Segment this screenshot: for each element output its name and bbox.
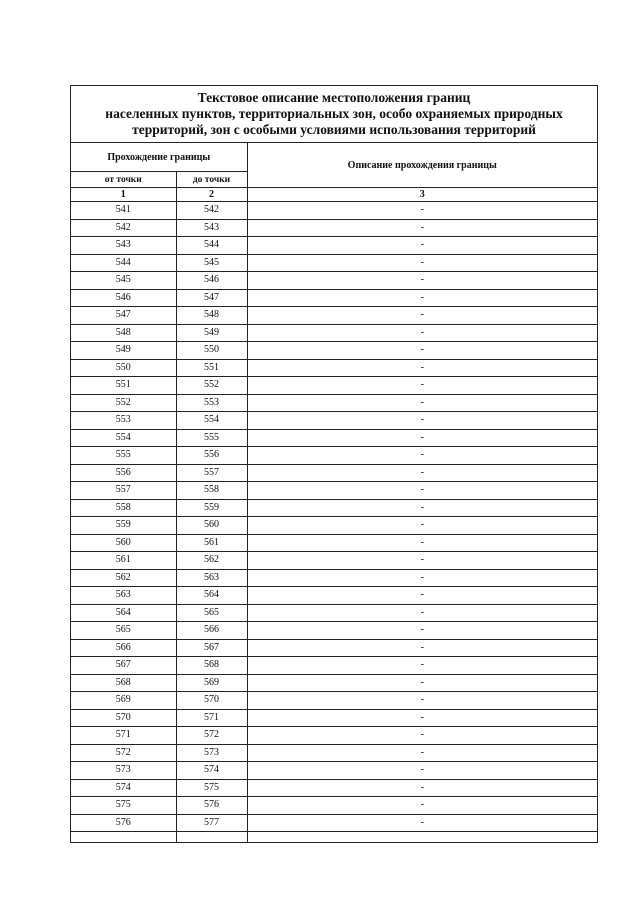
header-boundary-description: Описание прохождения границы xyxy=(247,143,597,188)
table-row xyxy=(71,517,597,535)
cell-description: - xyxy=(247,727,597,745)
cell-to-point: 547 xyxy=(176,289,247,307)
cell-from-point: 544 xyxy=(71,254,176,272)
cell-description: - xyxy=(247,517,597,535)
cell-description: - xyxy=(247,622,597,640)
cell-empty xyxy=(176,832,247,843)
cell-from-point: 553 xyxy=(71,412,176,430)
table-row xyxy=(71,202,597,220)
cell-to-point: 564 xyxy=(176,587,247,605)
cell-description: - xyxy=(247,429,597,447)
cell-from-point: 576 xyxy=(71,814,176,832)
cell-from-point: 555 xyxy=(71,447,176,465)
cell-description: - xyxy=(247,412,597,430)
document-page xyxy=(70,85,598,843)
table-row xyxy=(71,464,597,482)
table-row xyxy=(71,587,597,605)
cell-from-point: 572 xyxy=(71,744,176,762)
cell-from-point: 550 xyxy=(71,359,176,377)
cell-from-point: 548 xyxy=(71,324,176,342)
table-row xyxy=(71,744,597,762)
cell-description: - xyxy=(247,202,597,220)
table-row xyxy=(71,797,597,815)
cell-from-point: 559 xyxy=(71,517,176,535)
table-row xyxy=(71,674,597,692)
cell-description: - xyxy=(247,657,597,675)
cell-to-point: 561 xyxy=(176,534,247,552)
title-line-1: Текстовое описание местоположения границ xyxy=(197,90,471,105)
cell-description: - xyxy=(247,394,597,412)
header-from-point: от точки xyxy=(71,172,176,188)
cell-from-point: 573 xyxy=(71,762,176,780)
table-row xyxy=(71,727,597,745)
cell-description: - xyxy=(247,359,597,377)
document-title xyxy=(71,86,597,143)
cell-description: - xyxy=(247,569,597,587)
cell-to-point: 569 xyxy=(176,674,247,692)
cell-description: - xyxy=(247,377,597,395)
table-row xyxy=(71,394,597,412)
table-row xyxy=(71,552,597,570)
cell-to-point: 543 xyxy=(176,219,247,237)
cell-to-point: 571 xyxy=(176,709,247,727)
table-row xyxy=(71,814,597,832)
cell-description: - xyxy=(247,552,597,570)
column-number-2: 2 xyxy=(176,188,247,202)
cell-to-point: 556 xyxy=(176,447,247,465)
table-row xyxy=(71,307,597,325)
table-row xyxy=(71,289,597,307)
table-body xyxy=(71,202,597,843)
cell-to-point: 559 xyxy=(176,499,247,517)
table-row xyxy=(71,639,597,657)
cell-description: - xyxy=(247,324,597,342)
cell-from-point: 560 xyxy=(71,534,176,552)
table-row xyxy=(71,709,597,727)
cell-to-point: 568 xyxy=(176,657,247,675)
cell-to-point: 555 xyxy=(176,429,247,447)
cell-description: - xyxy=(247,342,597,360)
column-number-3: 3 xyxy=(247,188,597,202)
cell-from-point: 570 xyxy=(71,709,176,727)
cell-to-point: 565 xyxy=(176,604,247,622)
cell-to-point: 553 xyxy=(176,394,247,412)
table-row xyxy=(71,342,597,360)
cell-to-point: 567 xyxy=(176,639,247,657)
cell-from-point: 569 xyxy=(71,692,176,710)
cell-from-point: 566 xyxy=(71,639,176,657)
cell-description: - xyxy=(247,709,597,727)
table-row xyxy=(71,254,597,272)
cell-from-point: 554 xyxy=(71,429,176,447)
cell-from-point: 574 xyxy=(71,779,176,797)
cell-to-point: 576 xyxy=(176,797,247,815)
table-row xyxy=(71,762,597,780)
cell-description: - xyxy=(247,237,597,255)
boundary-table xyxy=(71,143,597,843)
cell-description: - xyxy=(247,744,597,762)
table-row xyxy=(71,359,597,377)
cell-description: - xyxy=(247,219,597,237)
cell-description: - xyxy=(247,639,597,657)
cell-from-point: 558 xyxy=(71,499,176,517)
table-row xyxy=(71,482,597,500)
cell-from-point: 542 xyxy=(71,219,176,237)
cell-to-point: 577 xyxy=(176,814,247,832)
table-row xyxy=(71,272,597,290)
cell-from-point: 543 xyxy=(71,237,176,255)
cell-to-point: 542 xyxy=(176,202,247,220)
cell-to-point: 574 xyxy=(176,762,247,780)
cell-to-point: 549 xyxy=(176,324,247,342)
table-row xyxy=(71,622,597,640)
cell-to-point: 557 xyxy=(176,464,247,482)
table-row xyxy=(71,237,597,255)
header-to-point: до точки xyxy=(176,172,247,188)
cell-empty xyxy=(247,832,597,843)
cell-to-point: 545 xyxy=(176,254,247,272)
table-row xyxy=(71,377,597,395)
cell-to-point: 544 xyxy=(176,237,247,255)
cell-to-point: 566 xyxy=(176,622,247,640)
cell-from-point: 546 xyxy=(71,289,176,307)
cell-description: - xyxy=(247,464,597,482)
cell-description: - xyxy=(247,797,597,815)
cell-to-point: 546 xyxy=(176,272,247,290)
cell-description: - xyxy=(247,762,597,780)
table-row xyxy=(71,447,597,465)
title-line-2: населенных пунктов, территориальных зон, особо охраняемых природных xyxy=(105,106,563,121)
cell-to-point: 554 xyxy=(176,412,247,430)
cell-to-point: 572 xyxy=(176,727,247,745)
cell-description: - xyxy=(247,482,597,500)
cell-description: - xyxy=(247,779,597,797)
cell-from-point: 545 xyxy=(71,272,176,290)
cell-description: - xyxy=(247,447,597,465)
cell-to-point: 551 xyxy=(176,359,247,377)
cell-from-point: 557 xyxy=(71,482,176,500)
cell-to-point: 552 xyxy=(176,377,247,395)
cell-to-point: 560 xyxy=(176,517,247,535)
cell-description: - xyxy=(247,499,597,517)
cell-description: - xyxy=(247,254,597,272)
cell-description: - xyxy=(247,692,597,710)
column-number-1: 1 xyxy=(71,188,176,202)
cell-to-point: 573 xyxy=(176,744,247,762)
title-line-3: территорий, зон с особыми условиями использования территорий xyxy=(132,122,536,137)
cell-from-point: 551 xyxy=(71,377,176,395)
cell-from-point: 568 xyxy=(71,674,176,692)
cell-from-point: 561 xyxy=(71,552,176,570)
table-row-empty xyxy=(71,832,597,843)
cell-from-point: 547 xyxy=(71,307,176,325)
table-row xyxy=(71,324,597,342)
cell-from-point: 564 xyxy=(71,604,176,622)
table-row xyxy=(71,219,597,237)
cell-to-point: 575 xyxy=(176,779,247,797)
cell-from-point: 575 xyxy=(71,797,176,815)
cell-from-point: 562 xyxy=(71,569,176,587)
cell-description: - xyxy=(247,534,597,552)
cell-description: - xyxy=(247,674,597,692)
header-boundary-passage: Прохождение границы xyxy=(71,143,247,172)
cell-from-point: 541 xyxy=(71,202,176,220)
cell-to-point: 563 xyxy=(176,569,247,587)
cell-to-point: 562 xyxy=(176,552,247,570)
table-row xyxy=(71,779,597,797)
table-row xyxy=(71,412,597,430)
cell-from-point: 571 xyxy=(71,727,176,745)
cell-from-point: 565 xyxy=(71,622,176,640)
cell-description: - xyxy=(247,289,597,307)
cell-description: - xyxy=(247,604,597,622)
cell-from-point: 563 xyxy=(71,587,176,605)
cell-from-point: 567 xyxy=(71,657,176,675)
table-row xyxy=(71,429,597,447)
cell-description: - xyxy=(247,272,597,290)
cell-to-point: 550 xyxy=(176,342,247,360)
cell-from-point: 552 xyxy=(71,394,176,412)
table-row xyxy=(71,499,597,517)
table-row xyxy=(71,604,597,622)
cell-to-point: 570 xyxy=(176,692,247,710)
cell-empty xyxy=(71,832,176,843)
cell-description: - xyxy=(247,307,597,325)
cell-from-point: 549 xyxy=(71,342,176,360)
cell-to-point: 548 xyxy=(176,307,247,325)
cell-description: - xyxy=(247,587,597,605)
table-row xyxy=(71,692,597,710)
table-row xyxy=(71,657,597,675)
table-row xyxy=(71,534,597,552)
cell-description: - xyxy=(247,814,597,832)
table-row xyxy=(71,569,597,587)
cell-to-point: 558 xyxy=(176,482,247,500)
cell-from-point: 556 xyxy=(71,464,176,482)
